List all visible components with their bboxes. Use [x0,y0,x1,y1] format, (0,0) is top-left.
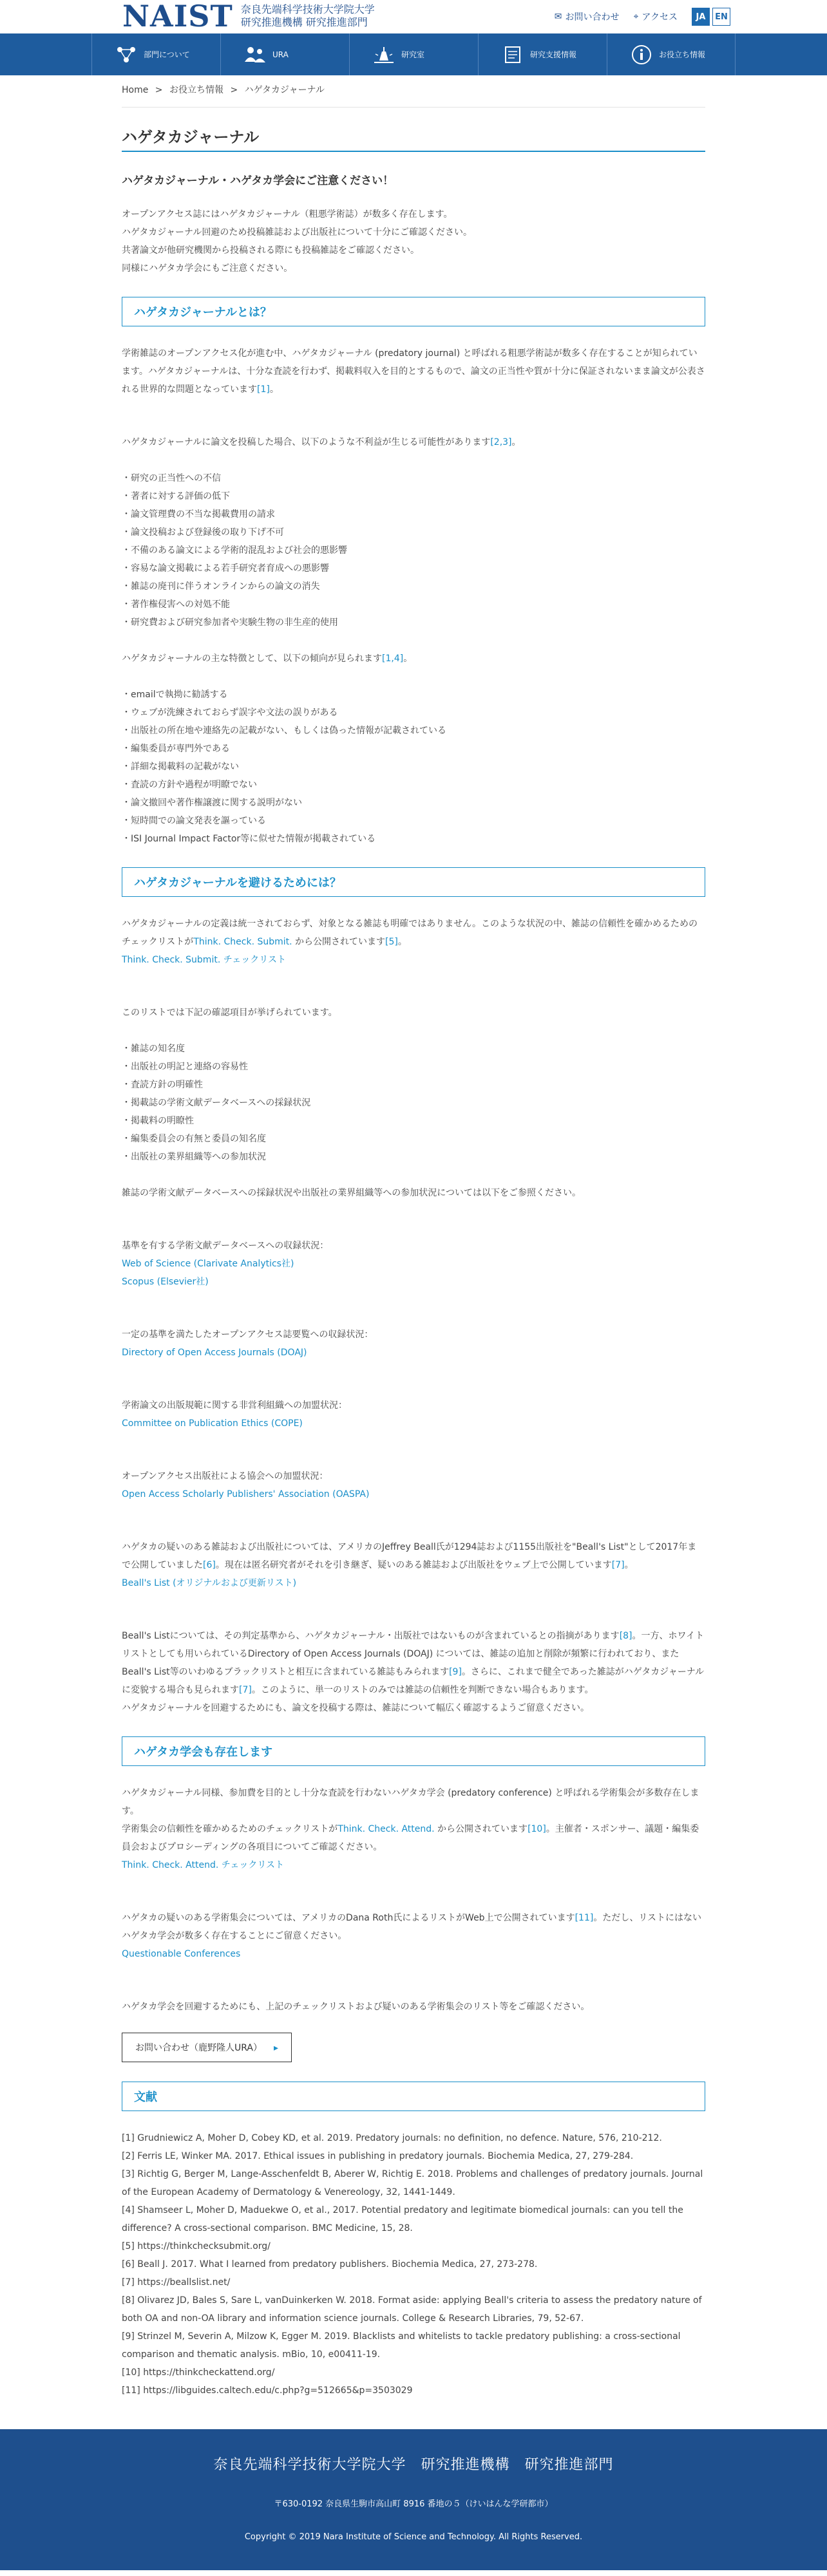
list-caveat-paragraph [122,1627,705,1699]
think-check-attend-link[interactable]: Think. Check. Attend. [337,1824,435,1834]
paragraph-text: 。 [624,1560,634,1570]
paragraph-text: ハゲタカジャーナルの定義は統一されておらず、対象となる雑誌も明確ではありません。このような状況の中、雑誌の信頼性を確かめるためのチェックリストが [122,919,698,947]
list-item: ・容易な論文掲載による若手研究者育成への悪影響 [122,563,329,574]
site-header [0,0,827,33]
logo-line1: 奈良先端科学技術大学院大学 [240,3,375,15]
cope-link[interactable]: Committee on Publication Ethics (COPE) [122,1418,303,1429]
intro-paragraph [122,205,705,277]
footer-title: 奈良先端科学技術大学院大学 研究推進機構 研究推進部門 [213,2457,614,2473]
reference-item: [3] Richtig G, Berger M, Lange-Asschenfeldt B, Aberer W, Richtig E. 2018. Problems and challenges of predatory journals. Journal of the European Academy of Dermatology & Venereology, 32, 1441-1449. [122,2169,703,2197]
list-item: ・査読の方針や過程が明瞭でない [122,780,257,790]
paragraph-text: 。一方、ホワイトリストとしても用いられているDirectory of Open Access Journals (DOAJ) については、雑誌の追加と削除が頻繁に行われており、またBeall's List等のいわゆるブラックリストと相互に含まれている雑誌もみられます [122,1631,705,1677]
breadcrumb [122,75,705,108]
paragraph-text: ハゲタカジャーナルの主な特徴として、以下の傾向が見られます [122,653,383,664]
access-label: アクセス [642,12,678,23]
paragraph-text: から公開されています [292,937,386,947]
check-items-intro: このリストでは下記の確認項目が挙げられています。 [122,1008,337,1018]
list-item: ・著者に対する評価の低下 [122,491,230,502]
lead-heading: ハゲタカジャーナル・ハゲタカ学会にご注意ください！ [122,174,394,187]
list-item: ・査読方針の明確性 [122,1080,203,1090]
features-intro [122,650,705,668]
section-heading-avoid: ハゲタカジャーナルを避けるためには？ [122,867,705,897]
footer-address: 〒630-0192 奈良県生駒市高山町 8916 番地の５（けいはんな学研都市） [274,2499,553,2509]
section-heading-conferences: ハゲタカ学会も存在します [122,1736,705,1766]
header-utility [555,8,730,26]
reference-item: [11] https://libguides.caltech.edu/c.php?g=512665&p=3503029 [122,2385,413,2396]
nav-label: 研究支援情報 [530,50,577,59]
users-icon [244,44,266,66]
intro-line: 同様にハゲタカ学会にもご注意ください。 [122,263,293,274]
doaj-label: 一定の基準を満たしたオープンアクセス誌要覧への収録状況： [122,1330,374,1340]
tcs-checklist-link[interactable]: Think. Check. Submit. チェックリスト [122,955,287,965]
disadvantages-intro [122,433,705,451]
breadcrumb-current: ハゲタカジャーナル [244,85,325,95]
conference-checklist-paragraph [122,1820,705,1856]
paragraph-text: から公開されています [434,1824,528,1834]
contact-link[interactable] [555,10,620,23]
reference-item: [8] Olivarez JD, Bales S, Sare L, vanDuinkerken W. 2018. Format aside: applying Beall's criteria to assess the predatory nature of both OA and non-OA library and information science journals. College & Research Libraries, 79, 52-67. [122,2295,702,2324]
ref-link[interactable]: [6] [203,1560,216,1570]
breadcrumb-separator: > [155,85,163,95]
list-item: ・出版社の明記と連絡の容易性 [122,1062,248,1072]
list-item: ・論文管理費の不当な掲載費用の請求 [122,509,275,520]
intro-line: オープンアクセス誌にはハゲタカジャーナル（粗悪学術誌）が数多く存在します。 [122,209,453,220]
breadcrumb-separator: > [230,85,238,95]
nav-label: 部門について [144,50,190,59]
web-of-science-link[interactable]: Web of Science (Clarivate Analytics社) [122,1259,294,1269]
what-is-paragraph [122,344,705,399]
list-item: ・掲載料の明瞭性 [122,1116,194,1126]
list-item: ・編集委員会の有無と委員の知名度 [122,1134,266,1144]
button-label: お問い合わせ（鹿野隆人URA） [135,2043,262,2053]
db-label: 基準を有する学術文献データベースへの収録状況： [122,1241,329,1251]
list-item: ・掲載誌の学術文献データベースへの採録状況 [122,1098,311,1108]
reference-item: [6] Beall J. 2017. What I learned from predatory publishers. Biochemia Medica, 27, 273-278. [122,2259,538,2270]
arrow-right-icon: ▸ [273,2043,279,2053]
list-item: ・不備のある論文による学術的混乱および社会的悪影響 [122,545,347,556]
roth-list-paragraph [122,1909,705,1945]
tca-checklist-link[interactable]: Think. Check. Attend. チェックリスト [122,1860,285,1870]
list-item: ・出版社の業界組織等への参加状況 [122,1152,266,1162]
list-item: ・研究の正当性への不信 [122,473,221,484]
paragraph-text: 。このように、単一のリストのみでは雑誌の信頼性を判断できない場合もあります。 [251,1685,594,1695]
paragraph-text: 。主催者・スポンサー、議題・編集委員会およびプロシーディングの各項目についてご確認ください。 [122,1824,699,1852]
paragraph-text: ハゲタカの疑いのある雑誌および出版社については、アメリカのJeffrey Beall氏が1294誌および1155出版社を"Beall's List"として2017年まで公開していました [122,1542,697,1570]
references-list [122,2129,705,2400]
intro-line: ハゲタカジャーナル回避のため投稿雑誌および出版社について十分にご確認ください。 [122,227,473,238]
nav-label: URA [272,50,289,59]
scopus-link[interactable]: Scopus (Elsevier社) [122,1277,209,1287]
paragraph-text: 。ただし、リストにはないハゲタカ学会が数多く存在することにご留意ください。 [122,1913,702,1941]
logo-subtitle [241,3,375,29]
people-network-icon [115,44,137,66]
paragraph-text: 。さらに、これまで健全であった雑誌がハゲタカジャーナルに変貌する場合も見られます [122,1667,705,1695]
list-item: ・短時間での論文発表を謳っている [122,816,266,826]
reference-item: [4] Shamseer L, Moher D, Maduekwe O, et al., 2017. Potential predatory and legitimate biomedical journals: can you tell the difference? A cross-sectional comparison. BMC Medicine, 15, 28. [122,2205,683,2233]
ref-link[interactable]: [9] [449,1667,462,1677]
conference-paragraph: ハゲタカジャーナル同様、参加費を目的とし十分な査読を行わないハゲタカ学会 (predatory conference) と呼ばれる学術集会が多数存在します。 [122,1788,699,1816]
cope-label: 学術論文の出版規範に関する非営利組織への加盟状況： [122,1400,347,1411]
reference-item: [1] Grudniewicz A, Moher D, Cobey KD, et al. 2019. Predatory journals: no definition, no defence. Nature, 576, 210-212. [122,2133,662,2143]
features-list [122,686,705,848]
nav-item-labs[interactable] [349,33,478,75]
reference-item: [9] Strinzel M, Severin A, Milzow K, Egger M. 2019. Blacklists and whitelists to tackle predatory publishing: a cross-sectional comparison and thematic analysis. mBio, 10, e00411-19. [122,2331,681,2360]
site-logo[interactable] [122,1,375,31]
paragraph-text: 。 [397,937,407,947]
access-link[interactable] [634,10,678,23]
beall-paragraph [122,1538,705,1574]
lab-lamp-icon [373,44,395,66]
list-item: ・emailで執拗に勧誘する [122,690,228,700]
paragraph-text: 学術雑誌のオープンアクセス化が進む中、ハゲタカジャーナル (predatory journal) と呼ばれる粗悪学術誌が数多く存在することが知られています。ハゲタカジャーナルは、十分な査読を行わず、掲載料収入を目的とするもので、論文の正当性や質が十分に保証されないまま論文が公表される世界的な問題となっています [122,348,705,395]
nav-item-useful-info[interactable] [607,33,736,75]
questionable-conferences-link[interactable]: Questionable Conferences [122,1949,241,1959]
check-items-list [122,1040,705,1166]
ref-link[interactable]: [2,3] [490,437,512,447]
paragraph-text: Beall's Listについては、その判定基準から、ハゲタカジャーナル・出版社ではないものが含まれているとの指摘があります [122,1631,620,1641]
paragraph-text: 学術集会の信頼性を確かめるためのチェックリストが [122,1824,338,1834]
reference-item: [7] https://beallslist.net/ [122,2277,231,2288]
list-item: ・出版社の所在地や連絡先の記載がない、もしくは偽った情報が記載されている [122,726,446,736]
contact-ura-button[interactable] [122,2033,292,2062]
doaj-link[interactable]: Directory of Open Access Journals (DOAJ) [122,1348,307,1358]
paragraph-text: ハゲタカジャーナルに論文を投稿した場合、以下のような不利益が生じる可能性があります [122,437,491,447]
logo-line2: 研究推進機構 研究推進部門 [240,16,368,28]
document-icon [502,44,524,66]
nav-item-about[interactable] [91,33,220,75]
think-check-submit-link[interactable]: Think. Check. Submit. [193,937,292,947]
list-item: ・研究費および研究参加者や実験生物の非生産的使用 [122,617,338,628]
info-icon [631,44,652,66]
paragraph-text: 。 [269,384,279,395]
nav-item-ura[interactable] [220,33,349,75]
intro-line: 共著論文が他研究機関から投稿される際にも投稿雑誌をご確認ください。 [122,245,419,256]
list-item: ・詳細な掲載料の記載がない [122,762,239,772]
nav-label: 研究室 [401,50,425,59]
list-item: ・雑誌の知名度 [122,1044,185,1054]
reference-item: [10] https://thinkcheckattend.org/ [122,2367,275,2378]
ref-link[interactable]: [8] [619,1631,632,1641]
main-nav [0,33,827,75]
list-item: ・ウェブが洗練されておらず誤字や文法の誤りがある [122,708,338,718]
oaspa-link[interactable]: Open Access Scholarly Publishers' Association (OASPA) [122,1489,370,1500]
lang-ja-button[interactable]: JA [692,8,710,26]
oaspa-label: オープンアクセス出版社による協会への加盟状況： [122,1471,328,1481]
ref-link[interactable]: [5] [385,937,398,947]
list-item: ・雑誌の廃刊に伴うオンラインからの論文の消失 [122,581,320,592]
mail-icon: ✉ [554,12,562,22]
checklist-paragraph [122,915,705,951]
ref-link[interactable]: [11] [575,1913,594,1923]
lang-en-button[interactable]: EN [712,8,730,26]
list-item: ・ISI Journal Impact Factor等に似せた情報が掲載されている [122,834,376,844]
reference-item: [5] https://thinkchecksubmit.org/ [122,2241,271,2252]
list-item: ・論文投稿および登録後の取り下げ不可 [122,527,284,538]
page-title: ハゲタカジャーナル [122,124,705,152]
footer-copyright: Copyright © 2019 Nara Institute of Science and Technology. All Rights Reserved. [244,2532,583,2542]
conference-caution: ハゲタカ学会を回避するためにも、上記のチェックリストおよび疑いのある学術集会のリスト等をご確認ください。 [122,2002,590,2012]
caution-line: ハゲタカジャーナルを回避するためにも、論文を投稿する際は、雑誌について幅広く確認するようご留意ください。 [122,1703,590,1713]
reference-item: [2] Ferris LE, Winker MA. 2017. Ethical issues in publishing in predatory journals. Biochemia Medica, 27, 279-284. [122,2151,634,2161]
main-content [122,124,705,2400]
logo-wordmark: NAIST [122,0,233,33]
bealls-list-link[interactable]: Beall's List (オリジナルおよび更新リスト) [122,1578,297,1588]
ref-link[interactable]: [7] [611,1560,625,1570]
list-item: ・編集委員が専門外である [122,744,230,754]
site-footer [0,2429,827,2570]
nav-item-support[interactable] [478,33,607,75]
ref-link[interactable]: [1] [257,384,270,395]
paragraph-text: 。 [511,437,521,447]
ref-link[interactable]: [1,4] [382,653,404,664]
breadcrumb-level1[interactable]: お役立ち情報 [169,85,223,95]
section-heading-references: 文献 [122,2082,705,2111]
location-pin-icon: ⌖ [633,12,639,22]
paragraph-text: 。現在は匿名研究者がそれを引き継ぎ、疑いのある雑誌および出版社をウェブ上で公開しています [215,1560,612,1570]
reference-intro: 雑誌の学術文献データベースへの採録状況や出版社の業界組織等への参加状況については以下をご参照ください。 [122,1188,582,1198]
ref-link[interactable]: [7] [239,1685,252,1695]
contact-label: お問い合わせ [565,12,620,23]
paragraph-text: ハゲタカの疑いのある学術集会については、アメリカのDana Roth氏によるリストがWeb上で公開されています [122,1913,575,1923]
list-item: ・論文撤回や著作権譲渡に関する説明がない [122,798,302,808]
disadvantages-list [122,469,705,632]
section-heading-what-is: ハゲタカジャーナルとは？ [122,297,705,326]
nav-label: お役立ち情報 [659,50,706,59]
breadcrumb-home[interactable]: Home [122,85,149,95]
paragraph-text: 。 [403,653,413,664]
list-item: ・著作権侵害への対処不能 [122,599,230,610]
ref-link[interactable]: [10] [528,1824,546,1834]
